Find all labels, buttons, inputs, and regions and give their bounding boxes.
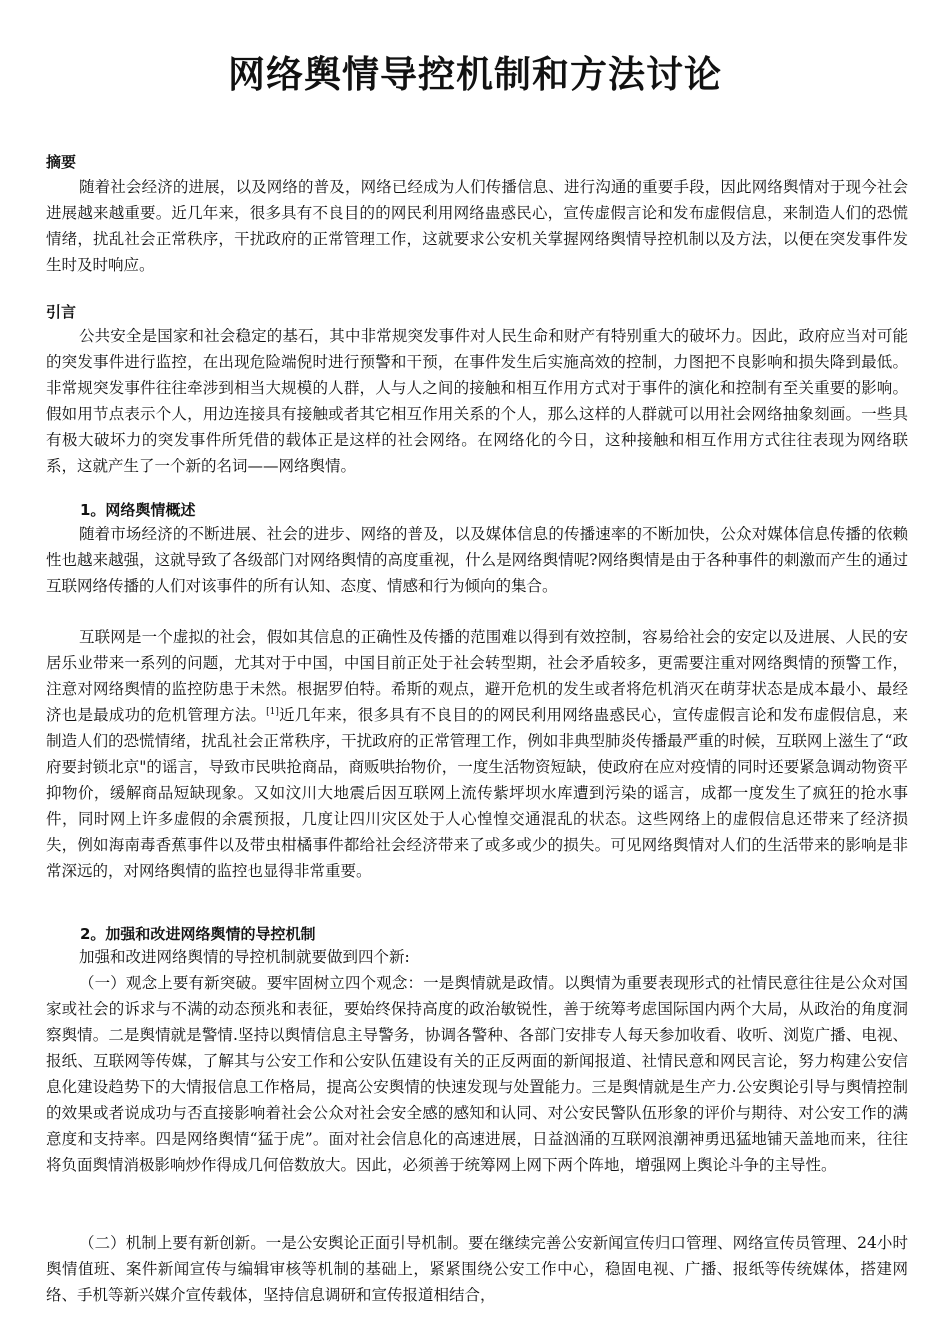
abstract-paragraph: 随着社会经济的进展，以及网络的普及，网络已经成为人们传播信息、进行沟通的重要手段，因此网络舆情对于现今社会进展越来越重要。近几年来，很多具有不良目的的网民利用网络蛊惑民心，宣传虚假言论和发布虚假信息，来制造人们的恐慌情绪，扰乱社会正常秩序，干扰政府的正常管理工作，这就要求公安机关掌握网络舆情导控机制以及方法，以便在突发事件发生时及时响应。 [46, 178, 908, 274]
section1-heading: 1。网络舆情概述 [80, 501, 196, 519]
intro-paragraph: 公共安全是国家和社会稳定的基石，其中非常规突发事件对人民生命和财产有特别重大的破坏力。因此，政府应当对可能的突发事件进行监控，在出现危险端倪时进行预警和干预，在事件发生后实施高效的控制，力图把不良影响和损失降到最低。非常规突发事件往往牵涉到相当大规模的人群，人与人之间的接触和相互作用方式对于事件的演化和控制有至关重要的影响。假如用节点表示个人，用边连接具有接触或者其它相互作用关系的个人，那么这样的人群就可以用社会网络抽象刻画。一些具有极大破坏力的突发事件所凭借的载体正是这样的社会网络。在网络化的今日，这种接触和相互作用方式往往表现为网络联系，这就产生了一个新的名词——网络舆情。 [46, 327, 908, 475]
abstract-heading: 摘要 [46, 153, 77, 171]
section1-paragraph-2-part-a: 互联网是一个虚拟的社会，假如其信息的正确性及传播的范围难以得到有效控制，容易给社会的安定以及进展、人民的安居乐业带来一系列的问题，尤其对于中国，中国目前正处于社会转型期，社会矛盾较多，更需要注重对网络舆情的预警工作，注意对网络舆情的监控防患于未然。根据罗伯特。希斯的观点，避开危机的发生或者将危机消灭在萌芽状态是成本最小、最经济也是最成功的危机管理方法。 [46, 628, 908, 724]
section2-paragraph-1: 加强和改进网络舆情的导控机制就要做到四个新: [79, 948, 410, 966]
section1-paragraph-2 [46, 624, 908, 884]
section2-paragraph-2: （一）观念上要有新突破。要牢固树立四个观念：一是舆情就是政情。以舆情为重要表现形式的社情民意往往是公众对国家或社会的诉求与不满的动态预兆和表征，要始终保持高度的政治敏锐性，善于统筹考虑国际国内两个大局，从政治的角度洞察舆情。二是舆情就是警情.坚持以舆情信息主导警务，协调各警种、各部门安排专人每天参加收看、收听、浏览广播、电视、报纸、互联网等传媒，了解其与公安工作和公安队伍建设有关的正反两面的新闻报道、社情民意和网民言论，努力构建公安信息化建设趋势下的大情报信息工作格局，提高公安舆情的快速发现与处置能力。三是舆情就是生产力.公安舆论引导与舆情控制的效果或者说成功与否直接影响着社会公众对社会安全感的感知和认同、对公安民警队伍形象的评价与期待、对公安工作的满意度和支持率。四是网络舆情“猛于虎”。面对社会信息化的高速进展，日益汹涌的互联网浪潮神勇迅猛地铺天盖地而来，往往将负面舆情消极影响炒作得成几何倍数放大。因此，必须善于统筹网上网下两个阵地，增强网上舆论斗争的主导性。 [46, 974, 908, 1174]
section1-paragraph-2-part-b: 近几年来，很多具有不良目的的网民利用网络蛊惑民心，宣传虚假言论和发布虚假信息，来制造人们的恐慌情绪，扰乱社会正常秩序，干扰政府的正常管理工作，例如非典型肺炎传播最严重的时候，互联网上滋生了“政府要封锁北京"的谣言，导致市民哄抢商品，商贩哄抬物价，一度生活物资短缺，使政府在应对疫情的同时还要紧急调动物资平抑物价，缓解商品短缺现象。又如汶川大地震后因互联网上流传紫坪坝水库遭到污染的谣言，成都一度发生了疯狂的抢水事件，同时网上许多虚假的余震预报，几度让四川灾区处于人心惶惶交通混乱的状态。这些网络上的虚假信息还带来了经济损失，例如海南毒香蕉事件以及带虫柑橘事件都给社会经济带来了或多或少的损失。可见网络舆情对人们的生活带来的影响是非常深远的，对网络舆情的监控也显得非常重要。 [46, 706, 908, 880]
section2-paragraph-3: （二）机制上要有新创新。一是公安舆论正面引导机制。要在继续完善公安新闻宣传归口管理、网络宣传员管理、24小时舆情值班、案件新闻宣传与编辑审核等机制的基础上，紧紧围绕公安工作中心，稳固电视、广播、报纸等传统媒体，搭建网络、手机等新兴媒介宣传载体，坚持信息调研和宣传报道相结合， [46, 1234, 908, 1304]
intro-heading: 引言 [46, 303, 77, 321]
section2-heading: 2。加强和改进网络舆情的导控机制 [80, 925, 316, 943]
document-title: 网络舆情导控机制和方法讨论 [228, 53, 722, 96]
section1-paragraph-1: 随着市场经济的不断进展、社会的进步、网络的普及，以及媒体信息的传播速率的不断加快，公众对媒体信息传播的依赖性也越来越强，这就导致了各级部门对网络舆情的高度重视，什么是网络舆情呢?网络舆情是由于各种事件的刺激而产生的通过互联网络传播的人们对该事件的所有认知、态度、情感和行为倾向的集合。 [46, 525, 908, 595]
citation-ref[interactable]: [1] [266, 706, 279, 717]
